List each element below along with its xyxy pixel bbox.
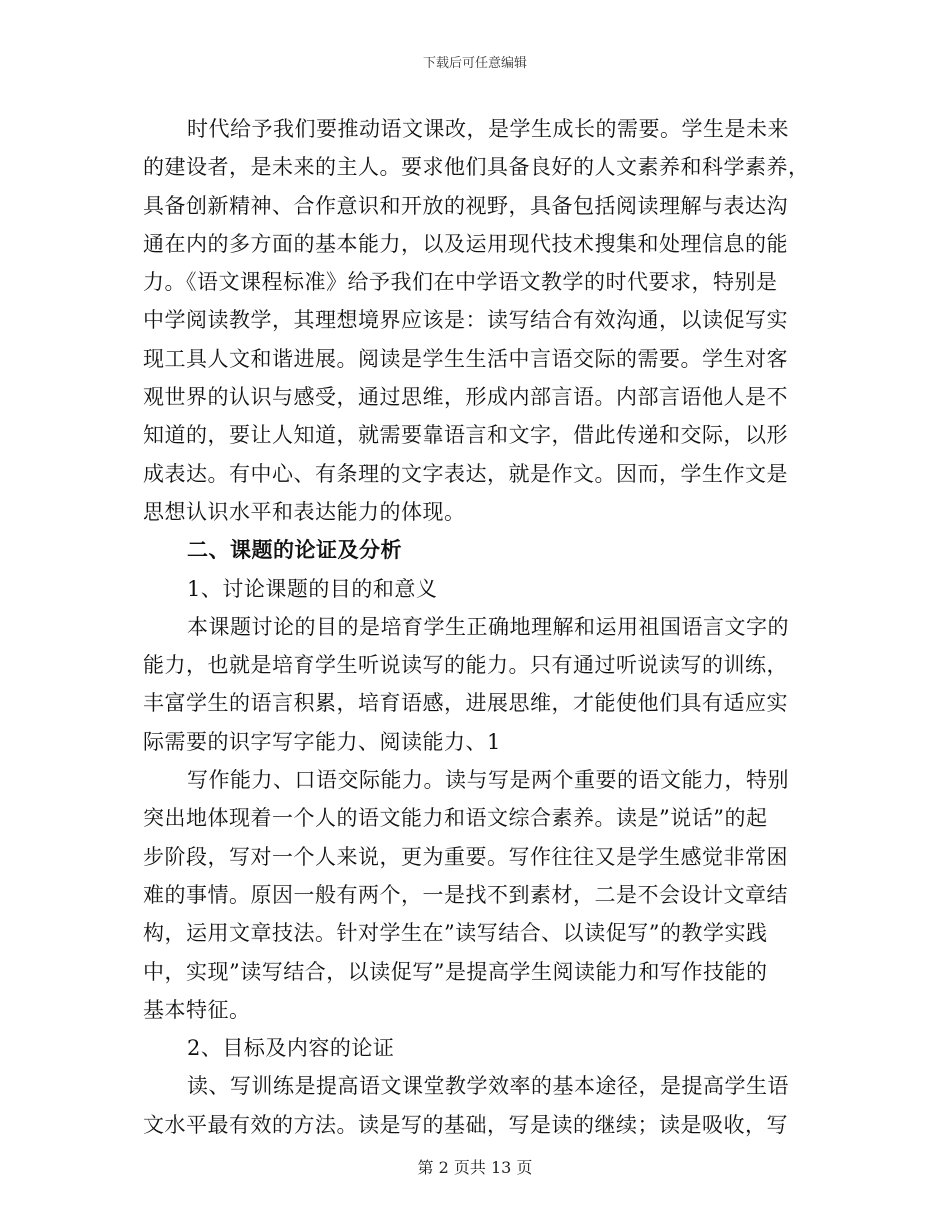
paragraph-line: 的建设者，是未来的主人。要求他们具备良好的人文素养和科学素养，	[143, 155, 810, 180]
paragraph-line: 写作能力、口语交际能力。读与写是两个重要的语文能力，特别	[187, 768, 789, 793]
paragraph-line: 思想认识水平和表达能力的体现。	[143, 499, 466, 524]
subsection-heading: 1、讨论课题的目的和意义	[187, 576, 438, 601]
page-header-note: 下载后可任意编辑	[422, 56, 527, 71]
paragraph-line: 丰富学生的语言积累，培育语感，进展思维，才能使他们具有适应实	[143, 691, 788, 716]
paragraph-line: 难的事情。原因一般有两个，一是找不到素材，二是不会设计文章结	[143, 882, 788, 907]
paragraph-line: 成表达。有中心、有条理的文字表达，就是作文。因而，学生作文是	[143, 461, 788, 486]
paragraph-line: 通在内的多方面的基本能力，以及运用现代技术搜集和处理信息的能	[143, 231, 788, 256]
paragraph-line: 知道的，要让人知道，就需要靠语言和文字，借此传递和交际，以形	[143, 423, 788, 448]
paragraph-line: 文水平最有效的方法。读是写的基础，写是读的继续；读是吸收，写	[143, 1112, 788, 1137]
section-heading: 二、课题的论证及分析	[187, 537, 402, 563]
paragraph-line: 现工具人文和谐进展。阅读是学生生活中言语交际的需要。学生对客	[143, 346, 788, 371]
paragraph-line: 观世界的认识与感受，通过思维，形成内部言语。内部言语他人是不	[143, 385, 788, 410]
paragraph-line: 本课题讨论的目的是培育学生正确地理解和运用祖国语言文字的	[187, 614, 789, 639]
paragraph-line: 具备创新精神、合作意识和开放的视野，具备包括阅读理解与表达沟	[143, 193, 788, 218]
paragraph-line: 突出地体现着一个人的语文能力和语文综合素养。读是”说话”的起	[143, 806, 768, 831]
paragraph-line: 中学阅读教学，其理想境界应该是：读写结合有效沟通，以读促写实	[143, 308, 788, 333]
subsection-heading: 2、目标及内容的论证	[187, 1036, 395, 1061]
paragraph-line: 读、写训练是提高语文课堂教学效率的基本途径，是提高学生语	[187, 1074, 789, 1099]
document-body	[143, 110, 810, 1144]
paragraph-line: 基本特征。	[143, 997, 251, 1022]
page-number: 第 2 页共 13 页	[417, 1158, 533, 1177]
paragraph-line: 能力，也就是培育学生听说读写的能力。只有通过听说读写的训练，	[143, 653, 788, 678]
paragraph-line: 构，运用文章技法。针对学生在”读写结合、以读促写”的教学实践	[143, 921, 768, 946]
paragraph-line: 时代给予我们要推动语文课改，是学生成长的需要。学生是未来	[187, 117, 789, 141]
paragraph-line: 力。《语文课程标准》给予我们在中学语文教学的时代要求，特别是	[143, 270, 778, 295]
paragraph-line: 步阶段，写对一个人来说，更为重要。写作往往又是学生感觉非常困	[143, 844, 788, 869]
paragraph-line: 中，实现”读写结合，以读促写”是提高学生阅读能力和写作技能的	[143, 959, 768, 984]
paragraph-line: 际需要的识字写字能力、阅读能力、1	[143, 729, 501, 754]
